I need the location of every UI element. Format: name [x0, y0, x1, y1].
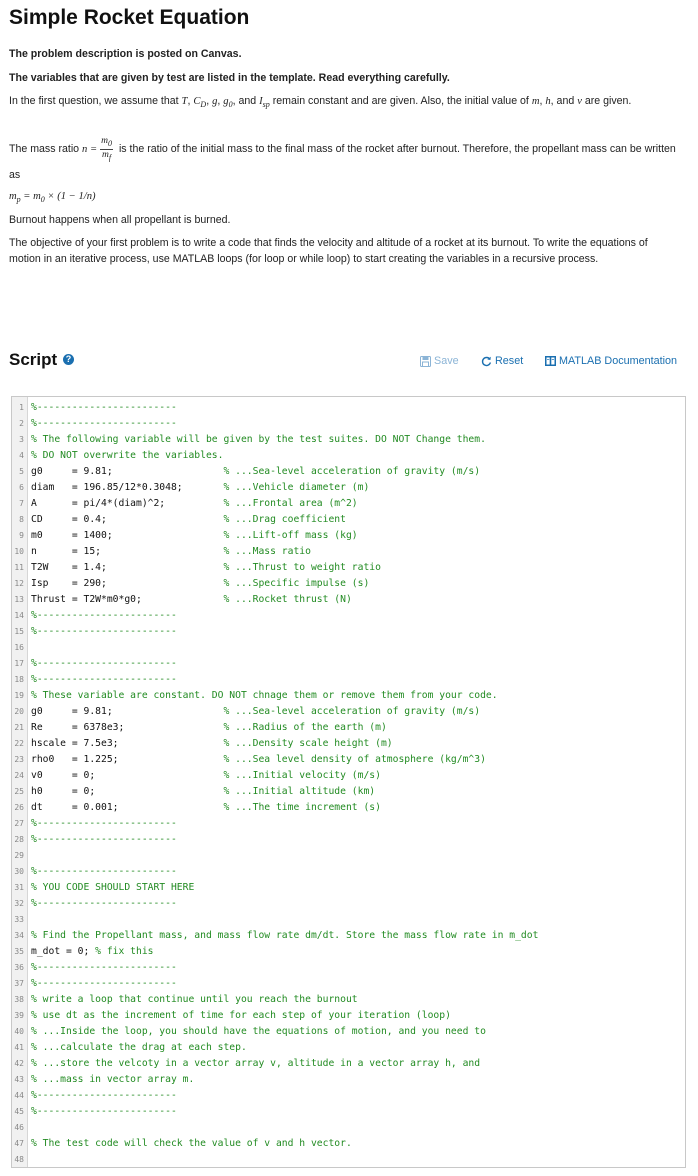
code-line[interactable] — [12, 848, 685, 864]
line-number: 11 — [14, 563, 24, 572]
code-text — [27, 688, 498, 704]
code-statement: m0 = 1400; — [31, 530, 224, 541]
line-number: 34 — [14, 931, 24, 940]
code-statement: rho0 = 1.225; — [31, 754, 224, 765]
code-text — [27, 736, 393, 752]
code-statement: g0 = 9.81; — [31, 466, 224, 477]
line-number: 12 — [14, 579, 24, 588]
code-line[interactable] — [12, 512, 685, 528]
line-number: 1 — [19, 403, 24, 412]
code-line[interactable] — [12, 1056, 685, 1072]
code-statement: dt = 0.001; — [31, 802, 224, 813]
code-text — [27, 544, 311, 560]
code-comment: %------------------------ — [31, 1106, 177, 1117]
code-text — [27, 864, 177, 880]
code-line[interactable] — [12, 736, 685, 752]
line-number: 31 — [14, 883, 24, 892]
documentation-icon — [545, 356, 556, 366]
code-statement: Re = 6378e3; — [31, 722, 224, 733]
code-text — [27, 768, 381, 784]
code-text — [27, 960, 177, 976]
code-text — [27, 1136, 352, 1152]
line-number: 40 — [14, 1027, 24, 1036]
code-line[interactable] — [12, 592, 685, 608]
code-line[interactable] — [12, 1088, 685, 1104]
line-number: 22 — [14, 739, 24, 748]
line-number: 19 — [14, 691, 24, 700]
code-lines — [12, 400, 685, 1168]
line-number: 3 — [19, 435, 24, 444]
code-comment: % fix this — [95, 946, 154, 957]
code-comment: % Find the Propellant mass, and mass flow rate dm/dt. Store the mass flow rate in m_dot — [31, 930, 539, 941]
save-icon — [420, 356, 431, 367]
code-line[interactable] — [12, 928, 685, 944]
code-line[interactable] — [12, 656, 685, 672]
line-number: 48 — [14, 1155, 24, 1164]
code-text — [27, 432, 486, 448]
code-line[interactable] — [12, 1040, 685, 1056]
code-comment: % ...Inside the loop, you should have the equations of motion, and you need to — [31, 1026, 486, 1037]
code-text — [27, 496, 358, 512]
line-number: 37 — [14, 979, 24, 988]
code-statement: h0 = 0; — [31, 786, 224, 797]
line-number: 35 — [14, 947, 24, 956]
code-statement: Thrust = T2W*m0*g0; — [31, 594, 224, 605]
code-statement: m_dot = 0; — [31, 946, 96, 957]
code-line[interactable] — [12, 688, 685, 704]
code-comment: % DO NOT overwrite the variables. — [31, 450, 224, 461]
code-text — [27, 784, 375, 800]
code-text — [27, 976, 177, 992]
line-number: 24 — [14, 771, 24, 780]
code-text — [27, 992, 358, 1008]
code-line[interactable] — [12, 416, 685, 432]
matlab-documentation-link[interactable]: MATLAB Documentation — [545, 355, 677, 367]
code-line[interactable] — [12, 640, 685, 656]
code-statement: A = pi/4*(diam)^2; — [31, 498, 224, 509]
line-number: 26 — [14, 803, 24, 812]
line-number: 43 — [14, 1075, 24, 1084]
code-line[interactable] — [12, 1152, 685, 1168]
line-number: 8 — [19, 515, 24, 524]
code-text — [27, 1072, 194, 1088]
code-comment: % ...Initial velocity (m/s) — [223, 770, 381, 781]
code-line[interactable] — [12, 1104, 685, 1120]
code-line[interactable] — [12, 1120, 685, 1136]
code-text — [27, 1088, 177, 1104]
code-comment: %------------------------ — [31, 866, 177, 877]
line-number: 14 — [14, 611, 24, 620]
code-comment: % ...Mass ratio — [223, 546, 311, 557]
page-title: Simple Rocket Equation — [9, 6, 250, 29]
code-comment: % ...Initial altitude (km) — [223, 786, 376, 797]
code-text — [27, 576, 369, 592]
reset-button[interactable]: Reset — [481, 355, 523, 367]
line-number: 30 — [14, 867, 24, 876]
line-number: 15 — [14, 627, 24, 636]
code-comment: % ...store the velcoty in a vector array v, altitude in a vector array h, and — [31, 1058, 481, 1069]
propellant-mass-formula: $m_p = m_0 \times (1 - 1/n)$ — [9, 191, 96, 205]
line-number: 41 — [14, 1043, 24, 1052]
line-number: 46 — [14, 1123, 24, 1132]
code-text — [27, 656, 177, 672]
code-editor[interactable] — [11, 396, 686, 1168]
code-text — [27, 464, 480, 480]
code-line[interactable] — [12, 560, 685, 576]
code-line[interactable] — [12, 496, 685, 512]
code-line[interactable] — [12, 944, 685, 960]
code-line[interactable] — [12, 1008, 685, 1024]
code-statement: diam = 196.85/12*0.3048; — [31, 482, 224, 493]
code-comment: %------------------------ — [31, 674, 177, 685]
code-comment: %------------------------ — [31, 610, 177, 621]
code-line[interactable] — [12, 528, 685, 544]
script-toolbar — [9, 348, 685, 372]
code-comment: % ...Thrust to weight ratio — [223, 562, 381, 573]
code-comment: % ...Frontal area (m^2) — [223, 498, 358, 509]
line-number: 44 — [14, 1091, 24, 1100]
code-comment: %------------------------ — [31, 978, 177, 989]
code-comment: % ...The time increment (s) — [223, 802, 381, 813]
code-statement: n = 15; — [31, 546, 224, 557]
line-number: 28 — [14, 835, 24, 844]
code-text — [27, 624, 177, 640]
line-number: 23 — [14, 755, 24, 764]
code-text — [27, 800, 381, 816]
code-line[interactable] — [12, 704, 685, 720]
code-text — [27, 1120, 31, 1136]
line-number: 33 — [14, 915, 24, 924]
line-number: 27 — [14, 819, 24, 828]
code-comment: %------------------------ — [31, 834, 177, 845]
line-number: 4 — [19, 451, 24, 460]
code-comment: % ...Sea level density of atmosphere (kg/m^3) — [223, 754, 486, 765]
code-line[interactable] — [12, 576, 685, 592]
mass-ratio-paragraph: The mass ratio n = $\frac{m_0}{m_f}$ is the ratio of the initial mass to the final mass of the rocket after burnout. Therefore, the propellant mass can be written as — [9, 136, 676, 181]
code-comment: % YOU CODE SHOULD START HERE — [31, 882, 195, 893]
line-number: 5 — [19, 467, 24, 476]
code-comment: %------------------------ — [31, 402, 177, 413]
line-number: 29 — [14, 851, 24, 860]
code-text — [27, 752, 486, 768]
code-line[interactable] — [12, 1024, 685, 1040]
code-text — [27, 720, 387, 736]
code-line[interactable] — [12, 864, 685, 880]
code-line[interactable] — [12, 912, 685, 928]
line-number: 16 — [14, 643, 24, 652]
line-number: 18 — [14, 675, 24, 684]
code-comment: % The following variable will be given by the test suites. DO NOT Change them. — [31, 434, 486, 445]
code-comment: %------------------------ — [31, 418, 177, 429]
code-text — [27, 672, 177, 688]
line-number: 21 — [14, 723, 24, 732]
code-line[interactable] — [12, 880, 685, 896]
intro-assumptions: In the first question, we assume that T, $C_D$, g, $g_0$, and $I_{sp}$ remain constant and are given. Also, the initial value of m, h, and v are given. — [9, 95, 632, 110]
code-text — [27, 944, 153, 960]
code-comment: % ...calculate the drag at each step. — [31, 1042, 247, 1053]
code-text — [27, 416, 177, 432]
code-line[interactable] — [12, 768, 685, 784]
code-line[interactable] — [12, 480, 685, 496]
line-number: 25 — [14, 787, 24, 796]
code-statement: g0 = 9.81; — [31, 706, 224, 717]
intro-canvas-note: The problem description is posted on Canvas. — [9, 48, 242, 60]
code-comment: % ...Drag coefficient — [223, 514, 346, 525]
code-comment: % ...Specific impulse (s) — [223, 578, 370, 589]
code-text — [27, 848, 31, 864]
line-number: 38 — [14, 995, 24, 1004]
code-line[interactable] — [12, 784, 685, 800]
line-number: 39 — [14, 1011, 24, 1020]
code-comment: % ...Radius of the earth (m) — [223, 722, 387, 733]
code-line[interactable] — [12, 400, 685, 416]
line-number: 13 — [14, 595, 24, 604]
code-line[interactable] — [12, 464, 685, 480]
line-number: 42 — [14, 1059, 24, 1068]
code-comment: % ...Sea-level acceleration of gravity (m/s) — [223, 466, 481, 477]
line-number: 17 — [14, 659, 24, 668]
line-number: 47 — [14, 1139, 24, 1148]
code-comment: % write a loop that continue until you reach the burnout — [31, 994, 358, 1005]
code-text — [27, 560, 381, 576]
code-line[interactable] — [12, 960, 685, 976]
code-text — [27, 704, 480, 720]
line-number: 20 — [14, 707, 24, 716]
code-comment: %------------------------ — [31, 898, 177, 909]
code-text — [27, 528, 358, 544]
code-line[interactable] — [12, 1072, 685, 1088]
code-text — [27, 400, 177, 416]
code-text — [27, 880, 194, 896]
code-text — [27, 480, 369, 496]
code-comment: % The test code will check the value of v and h vector. — [31, 1138, 352, 1149]
code-line[interactable] — [12, 544, 685, 560]
line-number: 36 — [14, 963, 24, 972]
code-line[interactable] — [12, 432, 685, 448]
code-text — [27, 1008, 451, 1024]
code-line[interactable] — [12, 624, 685, 640]
code-text — [27, 1104, 177, 1120]
objective-paragraph: The objective of your first problem is to write a code that finds the velocity and altitude of a rocket at its burnout. To write the equations of motion in an iterative process, use MATLAB loops (for loop or while loop) to start creating the variables in a recursive process. — [9, 237, 648, 265]
code-text — [27, 1024, 486, 1040]
code-comment: % ...Density scale height (m) — [223, 738, 393, 749]
intro-read-note: The variables that are given by test are listed in the template. Read everything carefully. — [9, 72, 450, 84]
code-text — [27, 832, 177, 848]
code-statement: v0 = 0; — [31, 770, 224, 781]
code-line[interactable] — [12, 896, 685, 912]
line-number: 2 — [19, 419, 24, 428]
code-line[interactable] — [12, 672, 685, 688]
code-text — [27, 928, 538, 944]
line-number: 45 — [14, 1107, 24, 1116]
code-text — [27, 608, 177, 624]
code-line[interactable] — [12, 448, 685, 464]
line-number: 32 — [14, 899, 24, 908]
given-variables-math: T — [181, 96, 188, 107]
code-comment: %------------------------ — [31, 962, 177, 973]
code-text — [27, 912, 31, 928]
code-text — [27, 448, 223, 464]
line-number: 10 — [14, 547, 24, 556]
code-text — [27, 640, 31, 656]
code-statement: hscale = 7.5e3; — [31, 738, 224, 749]
code-line[interactable] — [12, 976, 685, 992]
code-comment: % use dt as the increment of time for each step of your iteration (loop) — [31, 1010, 451, 1021]
code-line[interactable] — [12, 816, 685, 832]
code-line[interactable] — [12, 832, 685, 848]
code-line[interactable] — [12, 800, 685, 816]
code-text — [27, 592, 352, 608]
code-line[interactable] — [12, 608, 685, 624]
code-text — [27, 1056, 480, 1072]
line-number: 6 — [19, 483, 24, 492]
code-comment: % ...Lift-off mass (kg) — [223, 530, 358, 541]
save-button[interactable]: Save — [420, 355, 459, 367]
line-number: 7 — [19, 499, 24, 508]
code-line[interactable] — [12, 720, 685, 736]
burnout-note: Burnout happens when all propellant is burned. — [9, 214, 231, 226]
code-comment: % These variable are constant. DO NOT chnage them or remove them from your code. — [31, 690, 498, 701]
code-line[interactable] — [12, 992, 685, 1008]
reset-icon — [481, 356, 492, 367]
code-comment: % ...Rocket thrust (N) — [223, 594, 352, 605]
code-statement: CD = 0.4; — [31, 514, 224, 525]
code-comment: %------------------------ — [31, 658, 177, 669]
code-comment: % ...Sea-level acceleration of gravity (m/s) — [223, 706, 481, 717]
code-comment: % ...mass in vector array m. — [31, 1074, 195, 1085]
code-statement: T2W = 1.4; — [31, 562, 224, 573]
code-text — [27, 1152, 31, 1168]
code-comment: %------------------------ — [31, 626, 177, 637]
code-comment: % ...Vehicle diameter (m) — [223, 482, 370, 493]
code-comment: %------------------------ — [31, 818, 177, 829]
code-text — [27, 816, 177, 832]
code-text — [27, 1040, 247, 1056]
code-text — [27, 896, 177, 912]
code-statement: Isp = 290; — [31, 578, 224, 589]
code-line[interactable] — [12, 752, 685, 768]
code-line[interactable] — [12, 1136, 685, 1152]
mass-ratio-formula: n = — [82, 144, 98, 156]
code-comment: %------------------------ — [31, 1090, 177, 1101]
line-number: 9 — [19, 531, 24, 540]
help-icon[interactable]: ? — [63, 354, 74, 365]
script-title: Script — [9, 350, 58, 369]
code-text — [27, 512, 346, 528]
